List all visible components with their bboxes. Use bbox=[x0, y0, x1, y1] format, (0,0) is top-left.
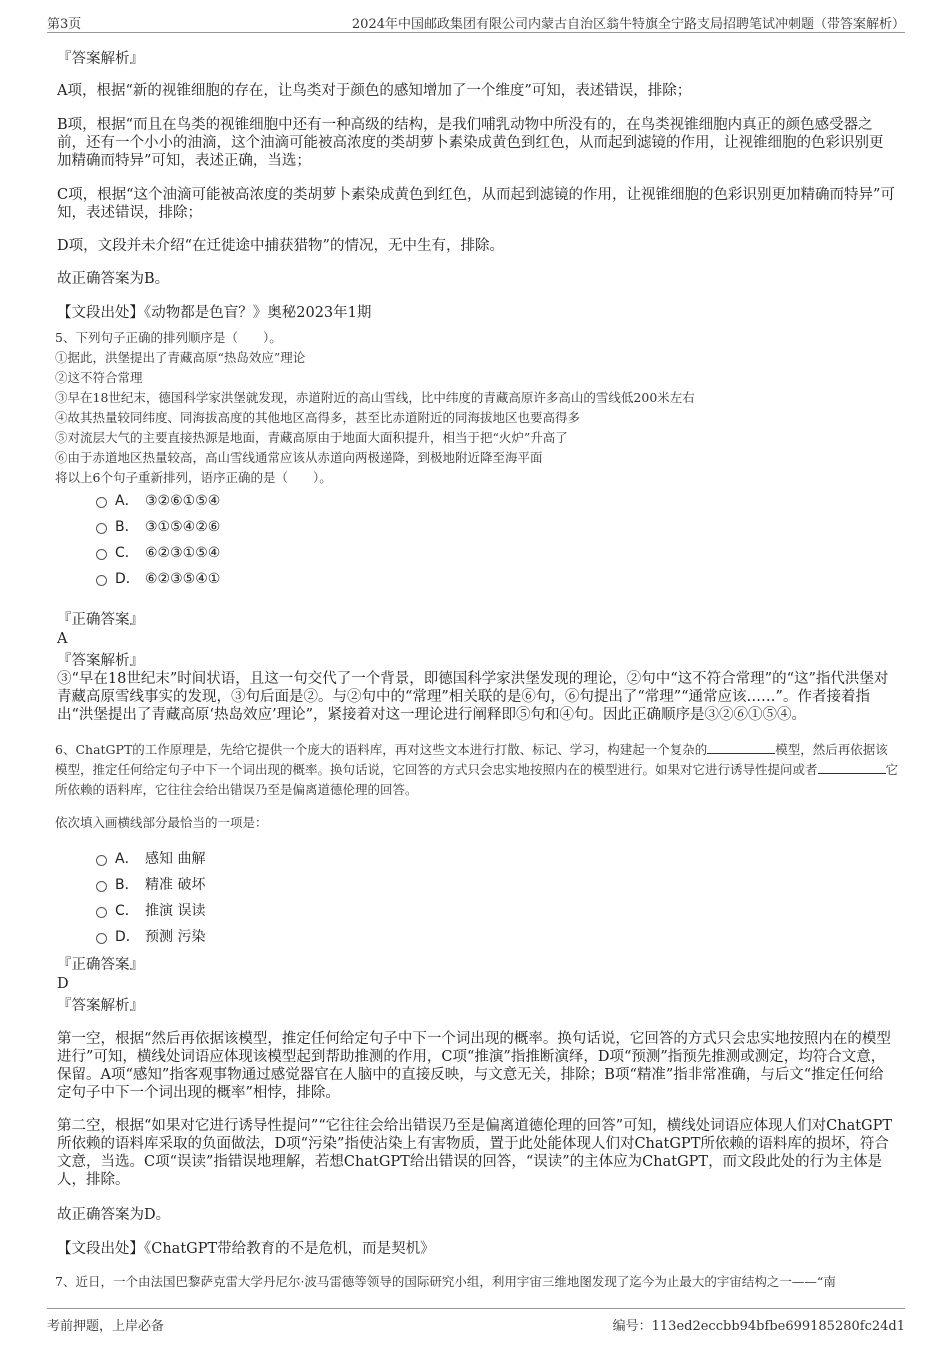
q5-sentence-2: ②这不符合常理 bbox=[55, 370, 143, 385]
radio-icon[interactable] bbox=[96, 855, 107, 866]
q6-source: 【文段出处】《ChatGPT带给教育的不是危机，而是契机》 bbox=[57, 1241, 435, 1257]
page-number: 第3页 bbox=[47, 17, 82, 32]
q5-option-d[interactable]: D． ⑥②③⑤④① bbox=[96, 570, 220, 588]
q6-option-c[interactable]: C． 推演 误读 bbox=[96, 902, 205, 920]
q4-analysis-label: 『答案解析』 bbox=[57, 51, 144, 67]
q6-analysis-label: 『答案解析』 bbox=[57, 998, 144, 1014]
radio-icon[interactable] bbox=[96, 907, 107, 918]
radio-icon[interactable] bbox=[96, 575, 107, 586]
q5-answer: A bbox=[57, 631, 68, 647]
q5-option-b[interactable]: B． ③①⑤④②⑥ bbox=[96, 518, 220, 536]
q5-sentence-1: ①据此，洪堡提出了青藏高原“热岛效应”理论 bbox=[55, 350, 306, 365]
radio-icon[interactable] bbox=[96, 523, 107, 534]
q5-stem: 5、下列句子正确的排列顺序是（ ）。 bbox=[55, 330, 282, 345]
q6-answer-label: 『正确答案』 bbox=[57, 957, 144, 973]
q5-analysis: ③“早在18世纪末”时间状语，且这一句交代了一个背景，即德国科学家洪堡发现的理论，②句中“这不符合常理”的“这”指代洪堡对青藏高原雪线事实的发现，③句后面是②。与②句中的“常理”相关联的是⑥句，⑥句提出了“常理”“通常应该……”。作者接着指出“洪堡提出了青藏高原‘热岛效应’理论”，紧接着对这一理论进行阐释即⑤句和④句。因此正确顺序是③②⑥①⑤④。 bbox=[57, 671, 889, 723]
q6-analysis-p1: 第一空，根据“然后再依据该模型，推定任何给定句子中下一个词出现的概率。换句话说，它回答的方式只会忠实地按照内在的模型进行”可知，横线处词语应体现该模型起到帮助推测的作用，C项“推演”指推断演绎，D项“预测”指预先推测或测定，均符合文意，保留。A项“感知”指客观事物通过感觉器官在人脑中的直接反映，与文意无关，排除；B项“精准”指非常准确，与后文“推定任何给定句子中下一个词出现的概率”相悖，排除。 bbox=[57, 1031, 891, 1101]
footer-slogan: 考前押题，上岸必备 bbox=[47, 1319, 165, 1334]
page-header bbox=[47, 10, 905, 33]
q5-option-a[interactable]: A． ③②⑥①⑤④ bbox=[96, 492, 220, 510]
radio-icon[interactable] bbox=[96, 933, 107, 944]
q5-answer-label: 『正确答案』 bbox=[57, 612, 144, 628]
document-title: 2024年中国邮政集团有限公司内蒙古自治区翁牛特旗全宁路支局招聘笔试冲刺题（带答案解析） bbox=[351, 17, 905, 32]
page-footer bbox=[47, 1308, 905, 1333]
q6-option-a[interactable]: A． 感知 曲解 bbox=[96, 850, 205, 868]
q6-option-d[interactable]: D． 预测 污染 bbox=[96, 928, 205, 946]
q5-sentence-3: ③早在18世纪末，德国科学家洪堡就发现，赤道附近的高山雪线，比中纬度的青藏高原许多高山的雪线低200米左右 bbox=[55, 390, 695, 405]
q6-analysis-p2: 第二空，根据“如果对它进行诱导性提问”“它往往会给出错误乃至是偏离道德伦理的回答”可知，横线处词语应体现人们对ChatGPT所依赖的语料库采取的负面做法，D项“污染”指使沾染上有害物质，置于此处能体现人们对ChatGPT所依赖的语料库的损坏，符合文意，当选。C项“误读”指错误地理解，若想ChatGPT给出错误的回答，“误读”的主体应为ChatGPT，而文段此处的行为主体是人，排除。 bbox=[57, 1118, 893, 1188]
q5-analysis-label: 『答案解析』 bbox=[57, 653, 144, 669]
q6-answer: D bbox=[57, 976, 69, 992]
q5-sentence-6: ⑥由于赤道地区热量较高，高山雪线通常应该从赤道向两极递降，到极地附近降至海平面 bbox=[55, 450, 543, 465]
q4-analysis-c: C项，根据“这个油滴可能被高浓度的类胡萝卜素染成黄色到红色，从而起到滤镜的作用，让视锥细胞的色彩识别更加精确而特异”可知，表述错误，排除； bbox=[57, 187, 895, 221]
blank-line bbox=[707, 741, 775, 754]
document-id: 编号：113ed2eccbb94bfbe699185280fc24d1 bbox=[612, 1319, 905, 1334]
q4-analysis-a: A项，根据“新的视锥细胞的存在，让鸟类对于颜色的感知增加了一个维度”可知，表述错误，排除； bbox=[57, 83, 692, 99]
q7-stem: 7、近日，一个由法国巴黎萨克雷大学丹尼尔·波马雷德等领导的国际研究小组，利用宇宙三维地图发现了迄今为止最大的宇宙结构之一——“南 bbox=[55, 1274, 836, 1289]
q4-analysis-b: B项，根据“而且在鸟类的视锥细胞中还有一种高级的结构，是我们哺乳动物中所没有的，在鸟类视锥细胞内真正的颜色感受器之前，还有一个小小的油滴，这个油滴可能被高浓度的类胡萝卜素染成黄色到红色，从而起到滤镜的作用，让视锥细胞的色彩识别更加精确而特异”可知，表述正确，当选； bbox=[57, 117, 884, 169]
q6-conclusion: 故正确答案为D。 bbox=[57, 1207, 171, 1223]
q4-analysis-d: D项，文段并未介绍“在迁徙途中捕获猎物”的情况，无中生有，排除。 bbox=[57, 238, 504, 254]
q5-option-c[interactable]: C． ⑥②③①⑤④ bbox=[96, 544, 220, 562]
radio-icon[interactable] bbox=[96, 549, 107, 560]
radio-icon[interactable] bbox=[96, 497, 107, 508]
q4-source: 【文段出处】《动物都是色盲？》奥秘2023年1期 bbox=[57, 305, 372, 321]
blank-line bbox=[818, 761, 886, 774]
q4-conclusion: 故正确答案为B。 bbox=[57, 271, 170, 287]
q5-sentence-5: ⑤对流层大气的主要直接热源是地面，青藏高原由于地面大面积提升，相当于把“火炉”升高了 bbox=[55, 430, 568, 445]
q6-ask: 依次填入画横线部分最恰当的一项是： bbox=[55, 815, 268, 830]
q6-stem: 6、ChatGPT的工作原理是，先给它提供一个庞大的语料库，再对这些文本进行打散、标记、学习，构建起一个复杂的 模型，然后再依据该模型，推定任何给定句子中下一个词出现的概率。换句话说，它回答的方式只会忠实地按照内在的模型进行。如果对它进行诱导性提问或者 它所依赖的语料库，它往往会给出错误乃至是偏离道德伦理的回答。 bbox=[55, 742, 899, 797]
q6-option-b[interactable]: B． 精准 破坏 bbox=[96, 876, 205, 894]
q5-sentence-4: ④故其热量较同纬度、同海拔高度的其他地区高得多，甚至比赤道附近的同海拔地区也要高得多 bbox=[55, 410, 581, 425]
q5-ask: 将以上6个句子重新排列，语序正确的是（ ）。 bbox=[55, 470, 332, 485]
radio-icon[interactable] bbox=[96, 881, 107, 892]
